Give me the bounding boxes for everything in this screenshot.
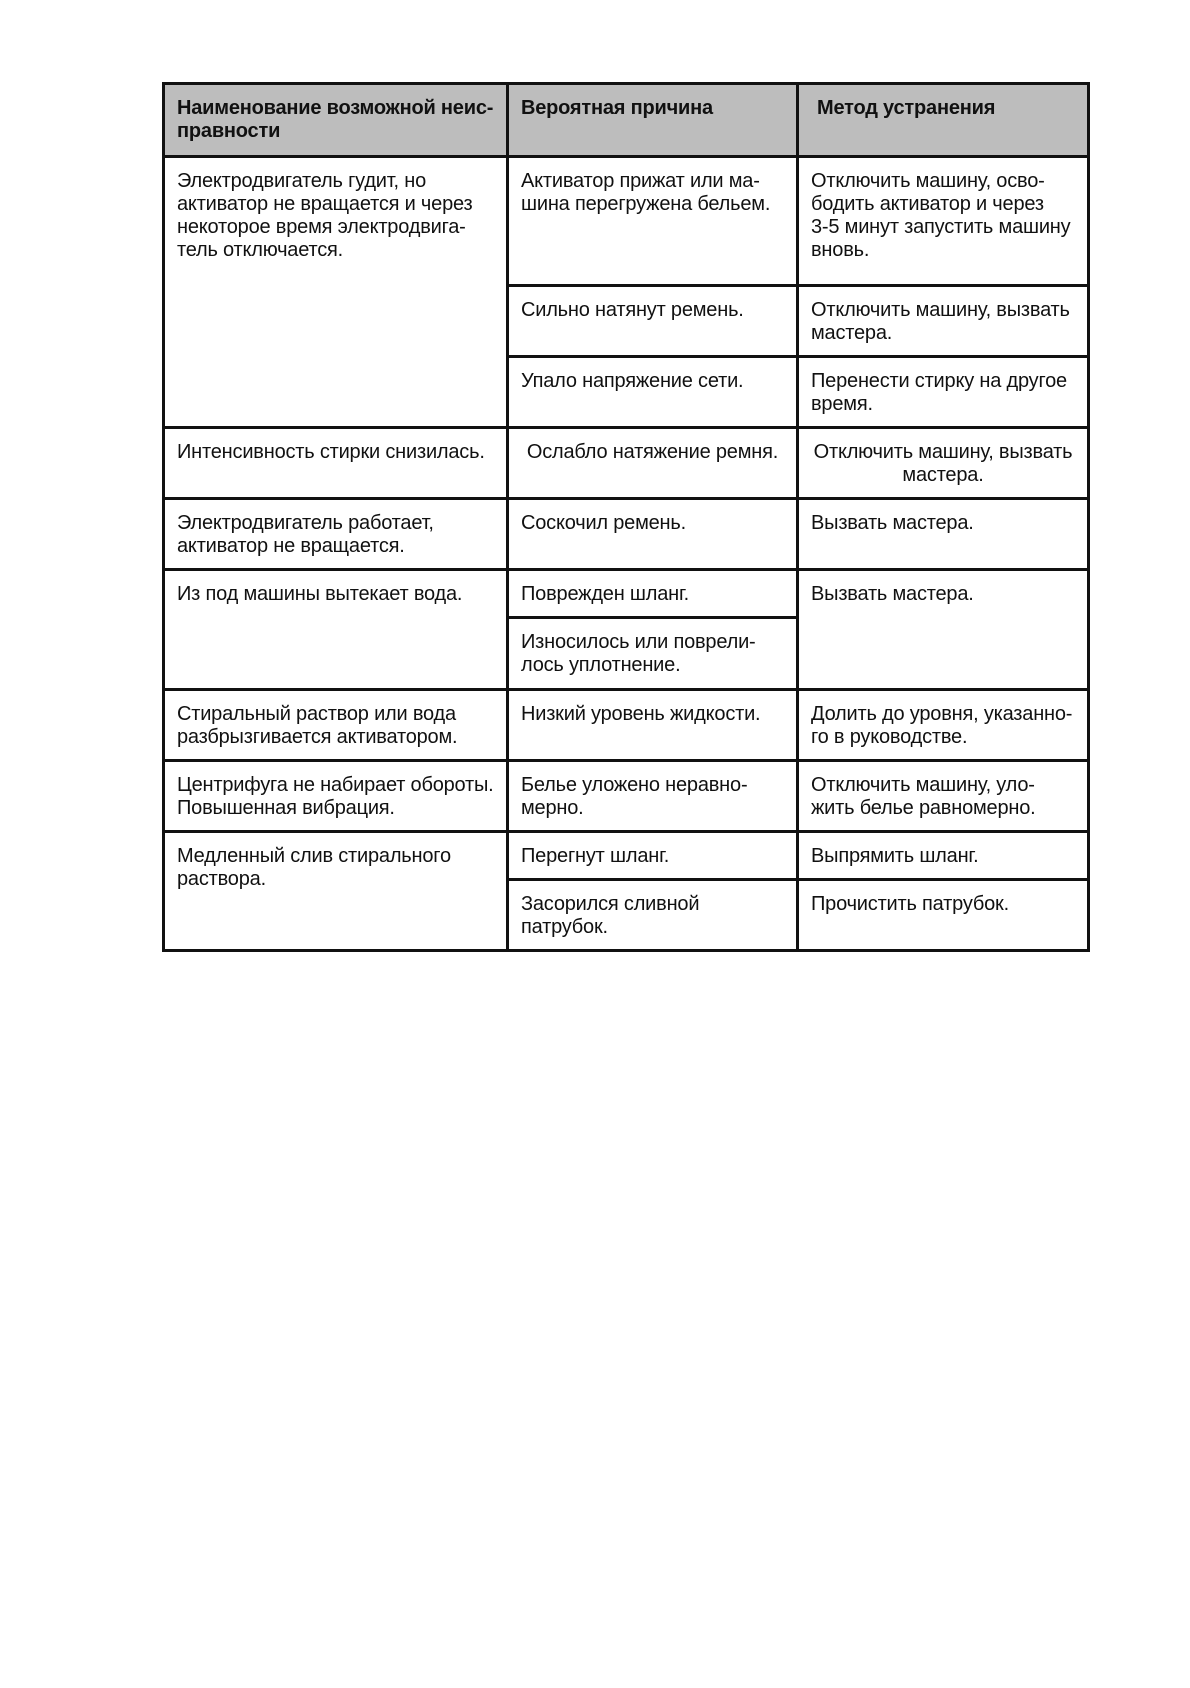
table-row xyxy=(164,499,1089,570)
cause-cell: Поврежден шланг. xyxy=(508,570,798,618)
fault-cell: Из под машины вытекает вода. xyxy=(164,570,508,690)
remedy-cell: Отключить машину, вызвать мастера. xyxy=(798,428,1089,499)
troubleshooting-table xyxy=(162,82,1090,952)
fault-cell: Стиральный раствор или вода разбрызгивается активатором. xyxy=(164,690,508,761)
remedy-cell: Отключить машину, осво- бодить активатор и через 3-5 минут запустить машину вновь. xyxy=(798,157,1089,286)
table-row xyxy=(164,157,1089,286)
remedy-cell: Вызвать мастера. xyxy=(798,499,1089,570)
header-cause: Вероятная причина xyxy=(508,84,798,157)
cause-cell: Соскочил ремень. xyxy=(508,499,798,570)
remedy-cell: Отключить машину, уло- жить белье равномерно. xyxy=(798,761,1089,832)
remedy-cell: Прочистить патрубок. xyxy=(798,880,1089,951)
cause-cell: Активатор прижат или ма- шина перегружена бельем. xyxy=(508,157,798,286)
cause-cell: Упало напряжение сети. xyxy=(508,357,798,428)
remedy-cell: Вызвать мастера. xyxy=(798,570,1089,690)
cause-cell: Засорился сливной патрубок. xyxy=(508,880,798,951)
remedy-cell: Выпрямить шланг. xyxy=(798,832,1089,880)
remedy-cell: Отключить машину, вызвать мастера. xyxy=(798,286,1089,357)
remedy-cell: Перенести стирку на другое время. xyxy=(798,357,1089,428)
table-row xyxy=(164,761,1089,832)
fault-cell: Электродвигатель работает, активатор не вращается. xyxy=(164,499,508,570)
cause-cell: Перегнут шланг. xyxy=(508,832,798,880)
header-fault: Наименование возможной неис- правности xyxy=(164,84,508,157)
cause-cell: Ослабло натяжение ремня. xyxy=(508,428,798,499)
header-row xyxy=(164,84,1089,157)
table-row xyxy=(164,690,1089,761)
fault-cell: Медленный слив стирального раствора. xyxy=(164,832,508,951)
header-remedy: Метод устранения xyxy=(798,84,1089,157)
table-row xyxy=(164,570,1089,618)
cause-cell: Износилось или поврели- лось уплотнение. xyxy=(508,618,798,690)
table-body xyxy=(164,157,1089,951)
remedy-cell: Долить до уровня, указанно- го в руководстве. xyxy=(798,690,1089,761)
fault-cell: Центрифуга не набирает обороты. Повышенная вибрация. xyxy=(164,761,508,832)
fault-cell: Электродвигатель гудит, но активатор не вращается и через некоторое время электродвига- тель отключается. xyxy=(164,157,508,428)
table-header xyxy=(164,84,1089,157)
cause-cell: Белье уложено неравно- мерно. xyxy=(508,761,798,832)
table-row xyxy=(164,832,1089,880)
cause-cell: Низкий уровень жидкости. xyxy=(508,690,798,761)
table-row xyxy=(164,428,1089,499)
cause-cell: Сильно натянут ремень. xyxy=(508,286,798,357)
fault-cell: Интенсивность стирки снизилась. xyxy=(164,428,508,499)
